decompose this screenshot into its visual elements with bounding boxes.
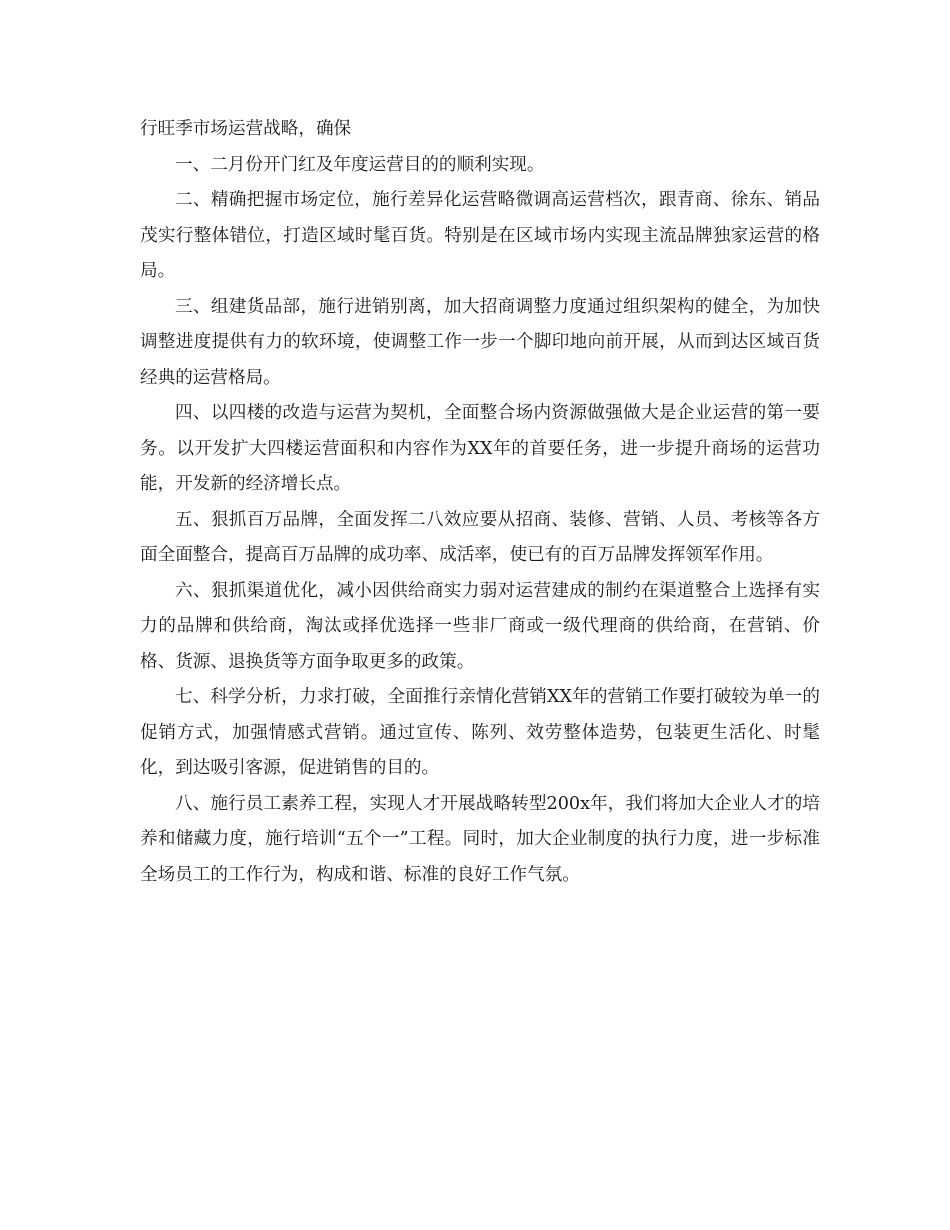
paragraph-item-8: 八、施行员工素养工程，实现人才开展战略转型200x年，我们将加大企业人才的培养和储藏力度，施行培训“五个一”工程。同时，加大企业制度的执行力度，进一步标准全场员工的工作行为，构成和谐、标准的良好工作气氛。	[140, 793, 820, 885]
paragraph-item-2: 二、精确把握市场定位，施行差异化运营略微调高运营档次，跟青商、徐东、销品茂实行整体错位，打造区域时髦百货。特别是在区域市场内实现主流品牌独家运营的格局。	[140, 190, 820, 281]
paragraph-item-4: 四、以四楼的改造与运营为契机，全面整合场内资源做强做大是企业运营的第一要务。以开发扩大四楼运营面积和内容作为XX年的首要任务，进一步提升商场的运营功能，开发新的经济增长点。	[140, 403, 820, 494]
paragraph-item-5: 五、狠抓百万品牌，全面发挥二八效应要从招商、装修、营销、人员、考核等各方面全面整合，提高百万品牌的成功率、成活率，使已有的百万品牌发挥领军作用。	[140, 509, 820, 565]
paragraph-continuation: 行旺季市场运营战略，确保	[140, 119, 352, 139]
paragraph-item-3: 三、组建货品部，施行进销别离，加大招商调整力度通过组织架构的健全，为加快调整进度提供有力的软环境，使调整工作一步一个脚印地向前开展，从而到达区域百货经典的运营格局。	[140, 296, 820, 388]
document-body	[140, 112, 820, 893]
paragraph-item-6: 六、狠抓渠道优化，减小因供给商实力弱对运营建成的制约在渠道整合上选择有实力的品牌和供给商，淘汰或择优选择一些非厂商或一级代理商的供给商，在营销、价格、货源、退换货等方面争取更多的政策。	[140, 580, 820, 672]
paragraph-item-7: 七、科学分析，力求打破，全面推行亲情化营销XX年的营销工作要打破较为单一的促销方式，加强情感式营销。通过宣传、陈列、效劳整体造势，包装更生活化、时髦化，到达吸引客源，促进销售的目的。	[140, 687, 820, 778]
paragraph-item-1: 一、二月份开门红及年度运营目的的顺利实现。	[175, 154, 545, 175]
